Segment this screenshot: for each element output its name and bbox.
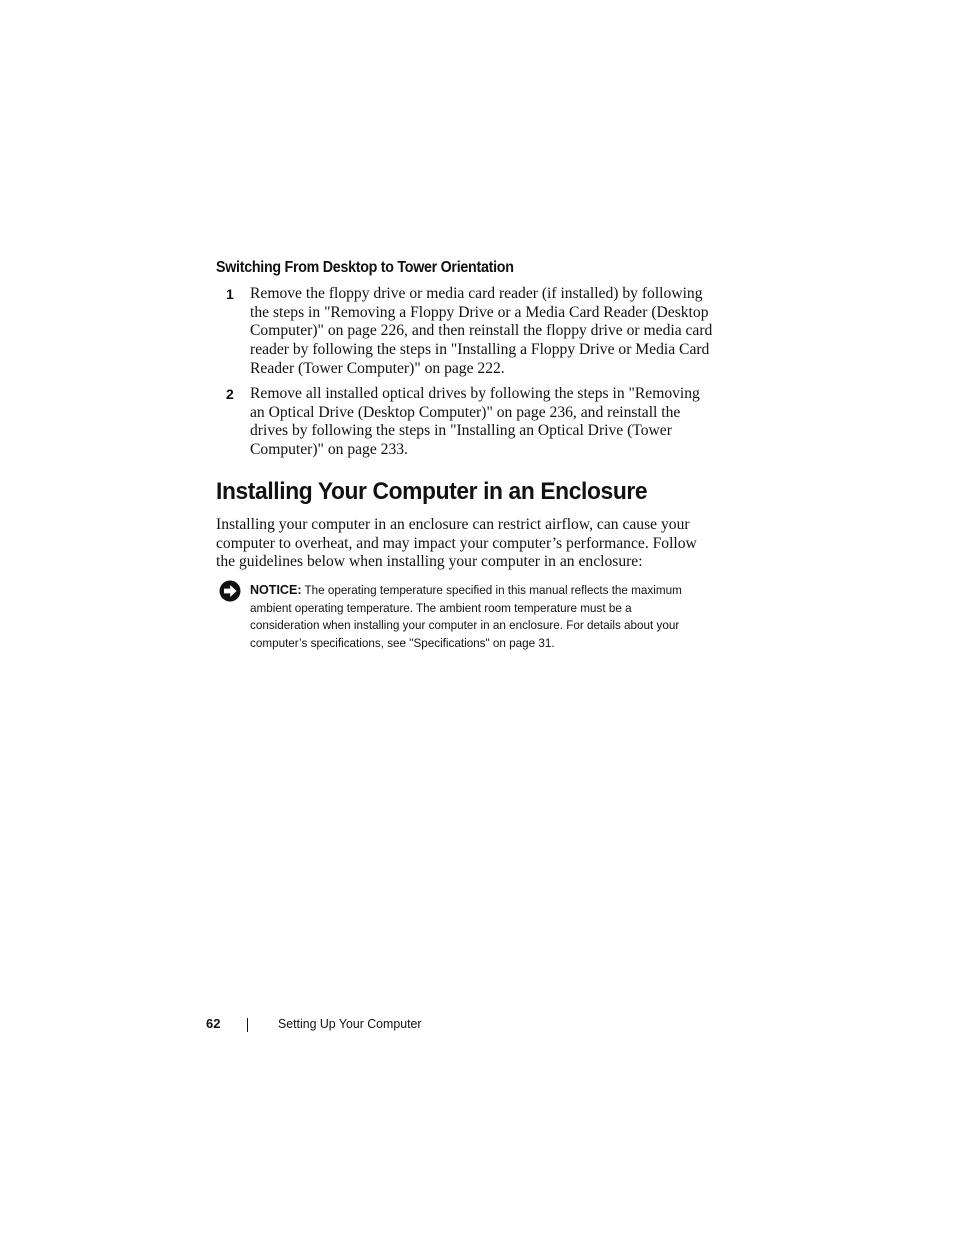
step-text: Remove all installed optical drives by following the steps in "Removing an Optical Drive (Desktop Computer)" on page 236, and reinstall the drives by following the steps in "Installing an Optical Drive (Tower Computer)" on page 233. bbox=[250, 385, 700, 459]
intro-paragraph: Installing your computer in an enclosure can restrict airflow, can cause your computer to overheat, and may impact your computer’s performance. Follow the guidelines below when installing your computer in an enclosure: bbox=[216, 516, 697, 571]
footer-chapter-title: Setting Up Your Computer bbox=[278, 1016, 422, 1031]
notice-label: NOTICE: bbox=[250, 582, 302, 597]
step-number: 2 bbox=[226, 386, 234, 402]
notice-block bbox=[250, 581, 698, 652]
page-number: 62 bbox=[206, 1016, 221, 1031]
notice-text: The operating temperature specified in this manual reflects the maximum ambient operating temperature. The ambient room temperature must be a consideration when installing your computer in an enclosure. For details about your computer’s specifications, see "Specifications" on page 31. bbox=[250, 583, 682, 650]
step-text: Remove the floppy drive or media card reader (if installed) by following the steps in "Removing a Floppy Drive or a Media Card Reader (Desktop Computer)" on page 226, and then reinstall the floppy drive or media card reader by following the steps in "Installing a Floppy Drive or Media Card Reader (Tower Computer)" on page 222. bbox=[250, 285, 713, 377]
notice-arrow-icon bbox=[219, 580, 241, 602]
page-heading: Installing Your Computer in an Enclosure bbox=[216, 478, 648, 505]
section-subheading: Switching From Desktop to Tower Orientation bbox=[216, 259, 514, 276]
step-number: 1 bbox=[226, 286, 234, 302]
footer-divider bbox=[247, 1018, 248, 1032]
